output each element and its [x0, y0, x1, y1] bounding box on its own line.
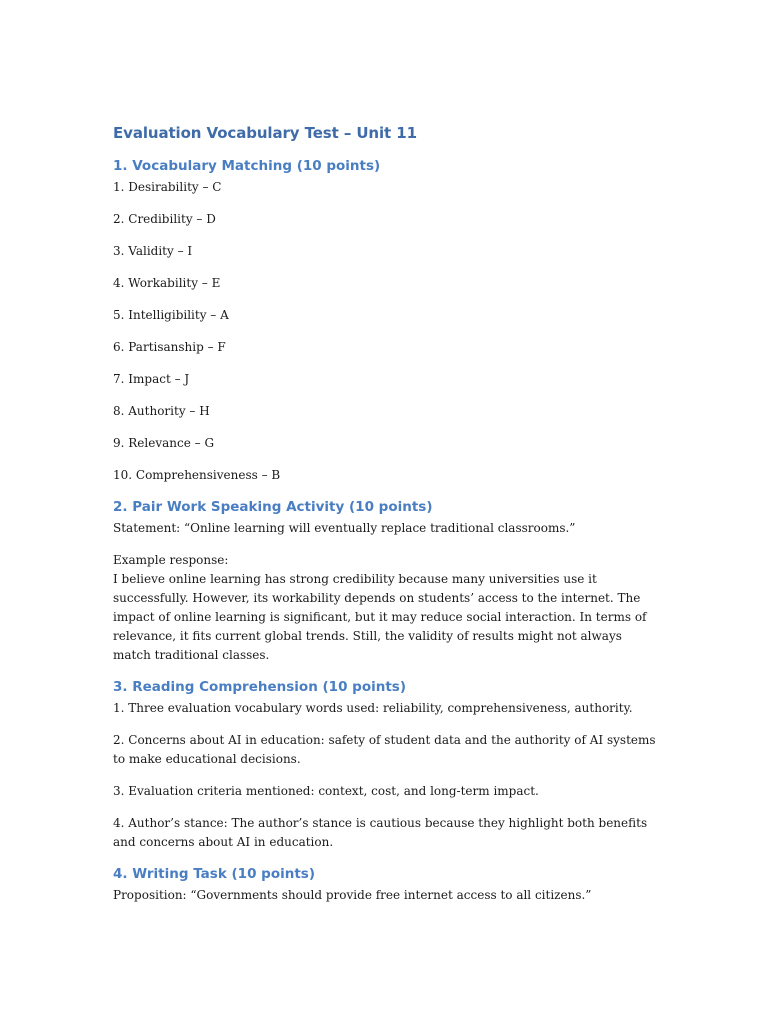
vocab-item: 7. Impact – J [113, 372, 190, 386]
vocab-item: 10. Comprehensiveness – B [113, 468, 281, 482]
document-content [113, 124, 661, 905]
section-heading-writing-task: 4. Writing Task (10 points) [113, 866, 315, 882]
document-title: Evaluation Vocabulary Test – Unit 11 [113, 124, 417, 142]
example-response-label: Example response: [113, 553, 229, 567]
example-response [113, 551, 661, 665]
section-heading-reading-comprehension: 3. Reading Comprehension (10 points) [113, 679, 406, 695]
vocab-item: 8. Authority – H [113, 404, 210, 418]
writing-proposition: Proposition: “Governments should provide free internet access to all citizens.” [113, 888, 592, 902]
vocabulary-matching-list [113, 178, 661, 485]
reading-comprehension-list [113, 699, 661, 852]
section-heading-vocabulary-matching: 1. Vocabulary Matching (10 points) [113, 158, 381, 174]
vocab-item: 5. Intelligibility – A [113, 308, 229, 322]
comprehension-answer: 1. Three evaluation vocabulary words used: reliability, comprehensiveness, authority. [113, 701, 633, 715]
vocab-item: 2. Credibility – D [113, 212, 216, 226]
vocab-item: 4. Workability – E [113, 276, 221, 290]
example-response-text: I believe online learning has strong credibility because many universities use it successfully. However, its workability depends on students’ access to the internet. The impact of online learning is significant, but it may reduce social interaction. In terms of relevance, it fits current global trends. Still, the validity of results might not always match traditional classes. [113, 572, 647, 662]
vocab-item: 6. Partisanship – F [113, 340, 226, 354]
vocab-item: 3. Validity – I [113, 244, 193, 258]
speaking-statement: Statement: “Online learning will eventually replace traditional classrooms.” [113, 521, 576, 535]
section-heading-pair-work: 2. Pair Work Speaking Activity (10 points) [113, 499, 433, 515]
comprehension-answer: 4. Author’s stance: The author’s stance is cautious because they highlight both benefits and concerns about AI in education. [113, 816, 648, 849]
comprehension-answer: 2. Concerns about AI in education: safety of student data and the authority of AI systems to make educational decisions. [113, 733, 656, 766]
comprehension-answer: 3. Evaluation criteria mentioned: context, cost, and long-term impact. [113, 784, 539, 798]
vocab-item: 1. Desirability – C [113, 180, 222, 194]
vocab-item: 9. Relevance – G [113, 436, 215, 450]
